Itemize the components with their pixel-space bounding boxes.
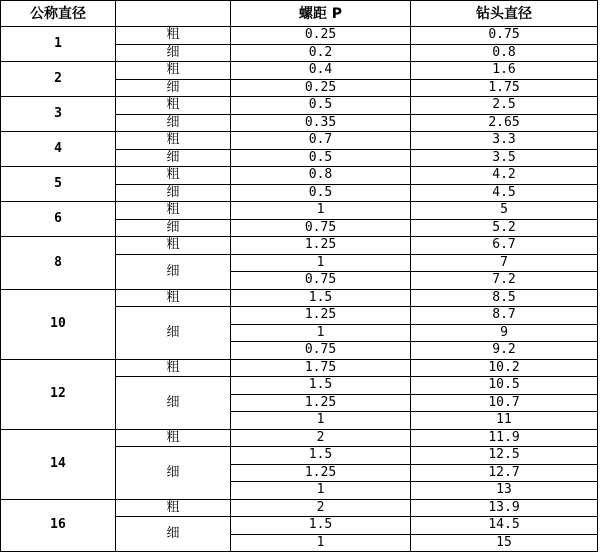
drill-diameter-cell: 7.2 (411, 272, 598, 290)
pitch-cell: 2 (231, 429, 411, 447)
table-row (1, 202, 598, 220)
nominal-diameter-cell: 5 (1, 167, 116, 202)
drill-diameter-cell: 0.8 (411, 44, 598, 62)
coarse-thread-label: 粗 (116, 359, 231, 377)
coarse-thread-label: 粗 (116, 27, 231, 45)
pitch-cell: 0.2 (231, 44, 411, 62)
fine-thread-label: 细 (116, 447, 231, 500)
drill-diameter-cell: 1.75 (411, 79, 598, 97)
pitch-cell: 1.5 (231, 289, 411, 307)
coarse-thread-label: 粗 (116, 97, 231, 115)
pitch-cell: 1.5 (231, 377, 411, 395)
drill-diameter-cell: 6.7 (411, 237, 598, 255)
fine-thread-label: 细 (116, 79, 231, 97)
drill-diameter-cell: 5.2 (411, 219, 598, 237)
drill-diameter-cell: 11.9 (411, 429, 598, 447)
fine-thread-label: 细 (116, 149, 231, 167)
table-row (1, 62, 598, 80)
drill-diameter-cell: 3.3 (411, 132, 598, 150)
pitch-cell: 0.4 (231, 62, 411, 80)
table-row (1, 167, 598, 185)
nominal-diameter-cell: 14 (1, 429, 116, 499)
header-type (116, 1, 231, 27)
nominal-diameter-cell: 16 (1, 499, 116, 552)
drill-diameter-cell: 15 (411, 534, 598, 552)
fine-thread-label: 细 (116, 114, 231, 132)
coarse-thread-label: 粗 (116, 237, 231, 255)
coarse-thread-label: 粗 (116, 62, 231, 80)
pitch-cell: 0.5 (231, 97, 411, 115)
nominal-diameter-cell: 6 (1, 202, 116, 237)
drill-diameter-cell: 13 (411, 482, 598, 500)
pitch-cell: 1.5 (231, 447, 411, 465)
nominal-diameter-cell: 2 (1, 62, 116, 97)
table-row (1, 237, 598, 255)
fine-thread-label: 细 (116, 254, 231, 289)
pitch-cell: 1 (231, 412, 411, 430)
pitch-cell: 0.8 (231, 167, 411, 185)
drill-diameter-cell: 5 (411, 202, 598, 220)
pitch-cell: 1 (231, 534, 411, 552)
drill-diameter-cell: 9 (411, 324, 598, 342)
coarse-thread-label: 粗 (116, 132, 231, 150)
table-row (1, 97, 598, 115)
fine-thread-label: 细 (116, 307, 231, 360)
nominal-diameter-cell: 12 (1, 359, 116, 429)
table-row (1, 429, 598, 447)
drill-diameter-cell: 10.7 (411, 394, 598, 412)
pitch-cell: 1.25 (231, 394, 411, 412)
table-row (1, 499, 598, 517)
nominal-diameter-cell: 8 (1, 237, 116, 290)
fine-thread-label: 细 (116, 377, 231, 430)
pitch-cell: 1.75 (231, 359, 411, 377)
coarse-thread-label: 粗 (116, 202, 231, 220)
table-body (1, 27, 598, 552)
header-pitch: 螺距 P (231, 1, 411, 27)
drill-diameter-cell: 14.5 (411, 517, 598, 535)
pitch-cell: 0.75 (231, 342, 411, 360)
drill-diameter-cell: 2.65 (411, 114, 598, 132)
drill-diameter-cell: 12.7 (411, 464, 598, 482)
drill-diameter-cell: 4.5 (411, 184, 598, 202)
table-row (1, 289, 598, 307)
nominal-diameter-cell: 10 (1, 289, 116, 359)
drill-diameter-cell: 0.75 (411, 27, 598, 45)
drill-diameter-cell: 13.9 (411, 499, 598, 517)
pitch-cell: 0.25 (231, 79, 411, 97)
drill-diameter-cell: 12.5 (411, 447, 598, 465)
pitch-cell: 1 (231, 202, 411, 220)
table-row (1, 359, 598, 377)
coarse-thread-label: 粗 (116, 289, 231, 307)
pitch-cell: 2 (231, 499, 411, 517)
coarse-thread-label: 粗 (116, 167, 231, 185)
nominal-diameter-cell: 1 (1, 27, 116, 62)
pitch-cell: 1 (231, 254, 411, 272)
header-row (1, 1, 598, 27)
drill-diameter-cell: 11 (411, 412, 598, 430)
drill-diameter-cell: 10.2 (411, 359, 598, 377)
drill-diameter-cell: 1.6 (411, 62, 598, 80)
nominal-diameter-cell: 3 (1, 97, 116, 132)
pitch-cell: 0.35 (231, 114, 411, 132)
pitch-cell: 0.5 (231, 149, 411, 167)
fine-thread-label: 细 (116, 184, 231, 202)
pitch-cell: 0.7 (231, 132, 411, 150)
pitch-cell: 0.75 (231, 219, 411, 237)
table-row (1, 132, 598, 150)
drill-diameter-cell: 2.5 (411, 97, 598, 115)
pitch-cell: 0.25 (231, 27, 411, 45)
coarse-thread-label: 粗 (116, 429, 231, 447)
drill-diameter-cell: 8.7 (411, 307, 598, 325)
coarse-thread-label: 粗 (116, 499, 231, 517)
pitch-cell: 1.25 (231, 464, 411, 482)
drill-diameter-cell: 8.5 (411, 289, 598, 307)
drill-diameter-cell: 3.5 (411, 149, 598, 167)
pitch-cell: 1 (231, 324, 411, 342)
pitch-cell: 0.75 (231, 272, 411, 290)
fine-thread-label: 细 (116, 219, 231, 237)
header-diameter: 公称直径 (1, 1, 116, 27)
nominal-diameter-cell: 4 (1, 132, 116, 167)
drill-diameter-cell: 4.2 (411, 167, 598, 185)
pitch-cell: 0.5 (231, 184, 411, 202)
fine-thread-label: 细 (116, 44, 231, 62)
pitch-cell: 1.25 (231, 237, 411, 255)
drill-diameter-cell: 10.5 (411, 377, 598, 395)
table-row (1, 27, 598, 45)
pitch-cell: 1 (231, 482, 411, 500)
drill-diameter-cell: 9.2 (411, 342, 598, 360)
header-drill: 钻头直径 (411, 1, 598, 27)
drill-diameter-cell: 7 (411, 254, 598, 272)
pitch-cell: 1.25 (231, 307, 411, 325)
fine-thread-label: 细 (116, 517, 231, 552)
pitch-cell: 1.5 (231, 517, 411, 535)
